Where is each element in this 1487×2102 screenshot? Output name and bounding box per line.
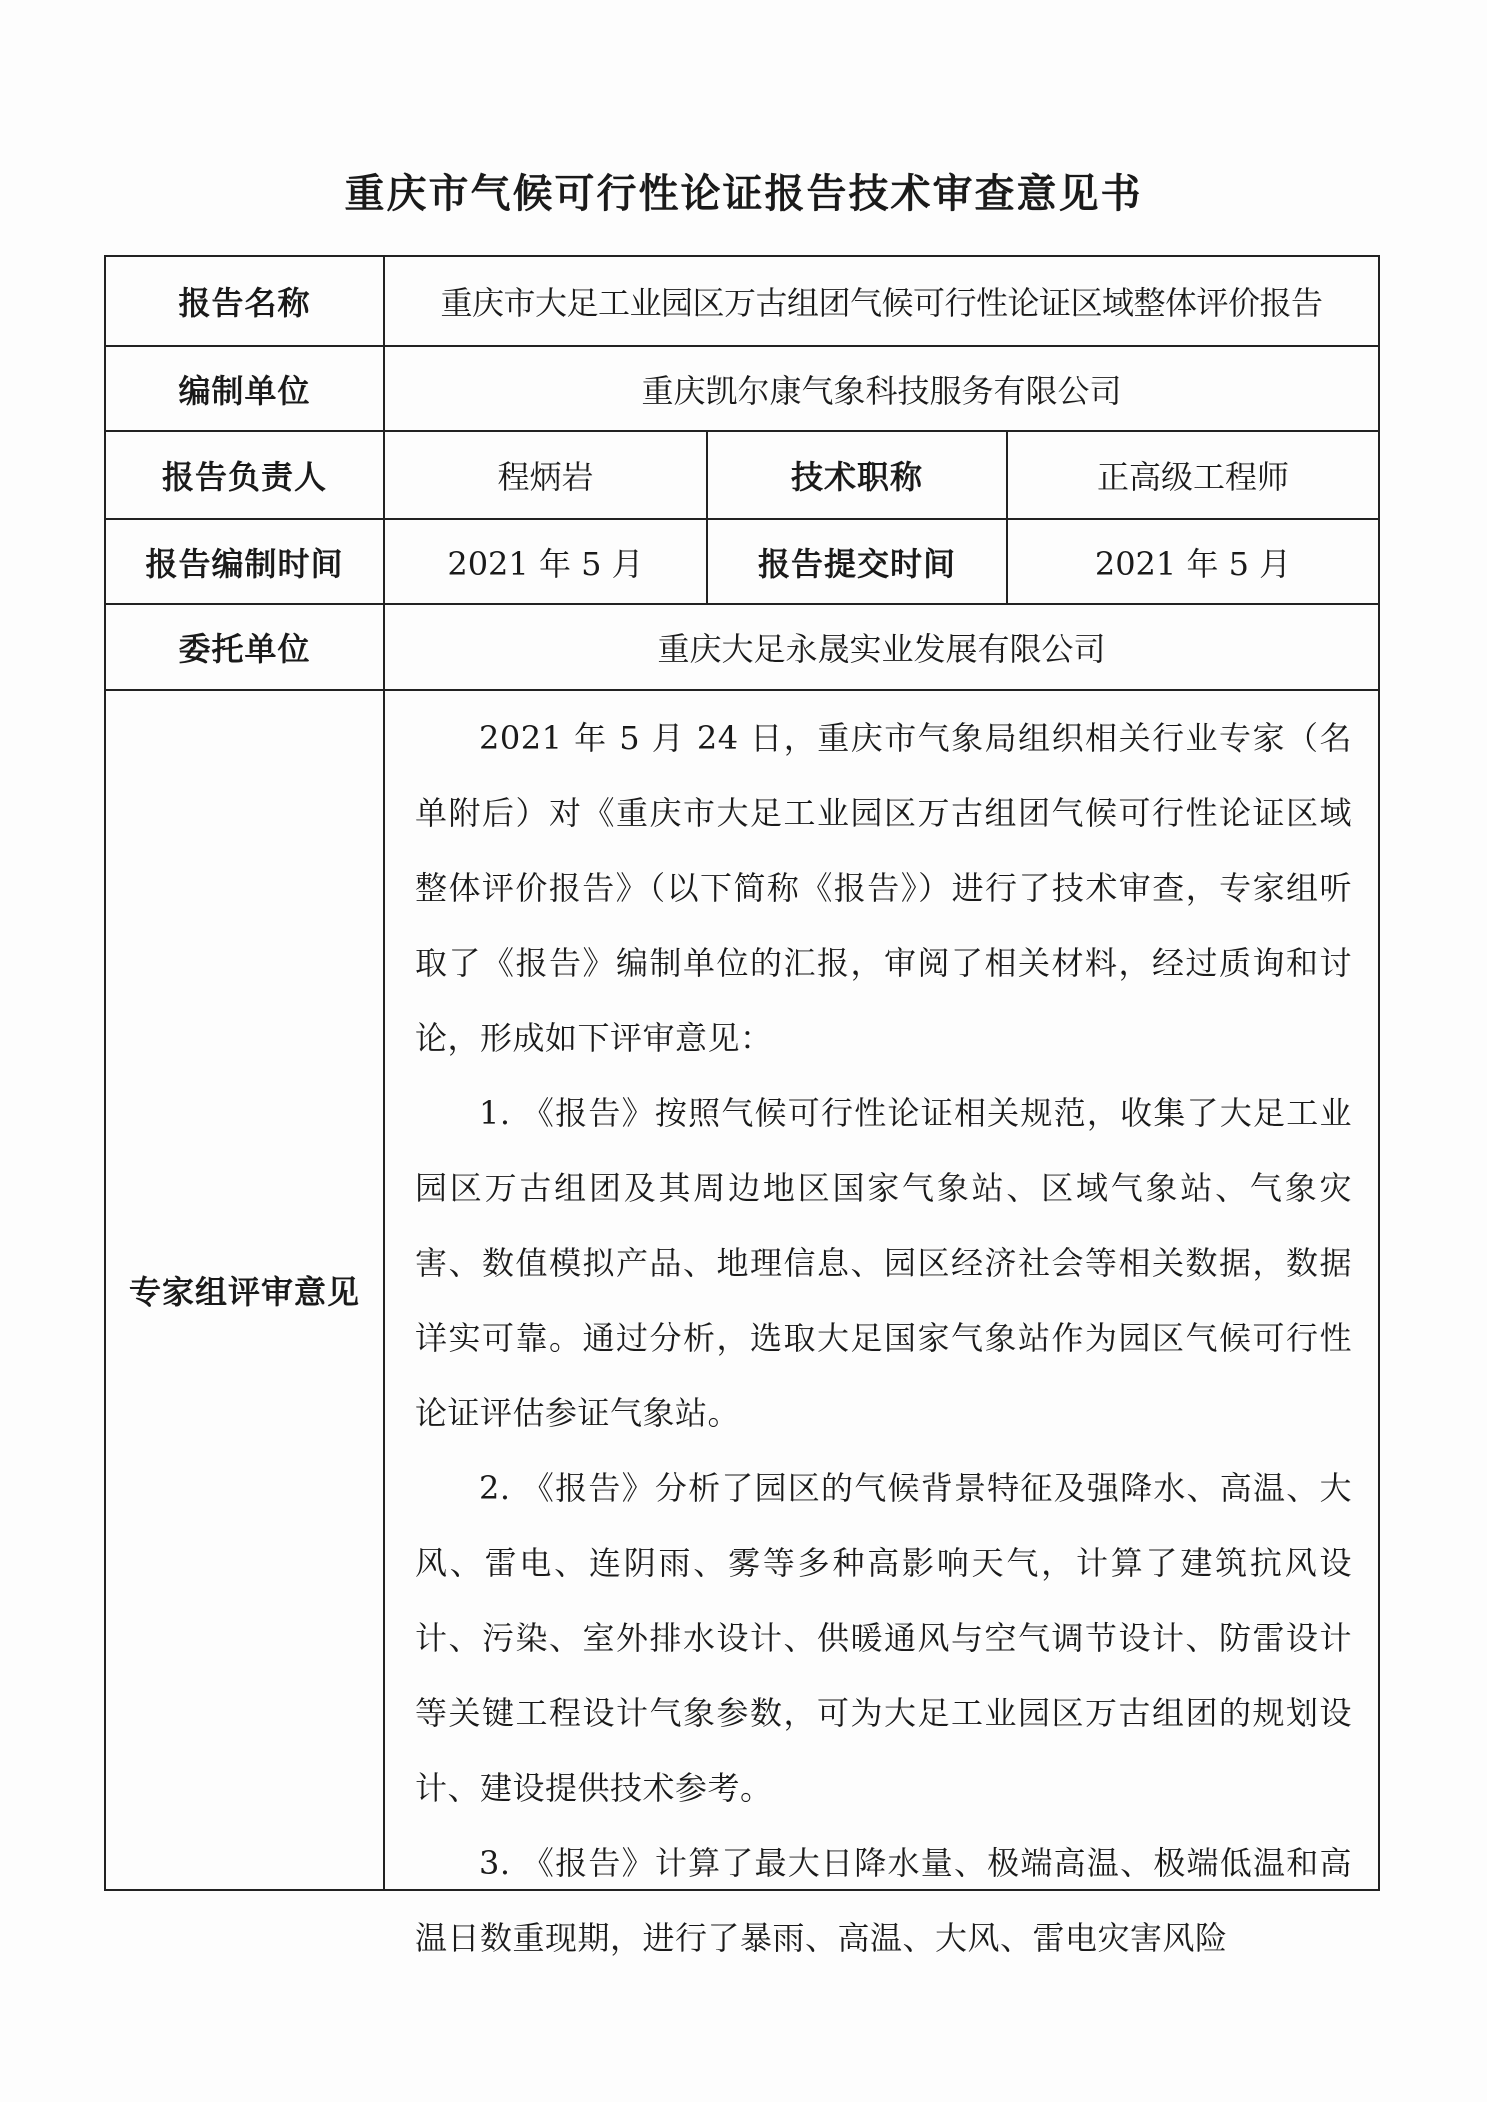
row-compiling-unit <box>105 346 1379 431</box>
page-title: 重庆市气候可行性论证报告技术审查意见书 <box>344 171 1143 217</box>
report-lead-label: 报告负责人 <box>105 431 384 519</box>
opinion-paragraph: 1. 《报告》按照气候可行性论证相关规范，收集了大足工业园区万古组团及其周边地区国家气象站、区域气象站、气象灾害、数值模拟产品、地理信息、园区经济社会等相关数据，数据详实可靠。通过分析，选取大足国家气象站作为园区气候可行性论证评估参证气象站。 <box>415 1094 1352 1432</box>
technical-title-value: 正高级工程师 <box>1007 431 1379 519</box>
expert-opinion-label: 专家组评审意见 <box>105 690 384 1890</box>
submit-time-value: 2021 年 5 月 <box>1007 519 1379 604</box>
compile-time-label: 报告编制时间 <box>105 519 384 604</box>
row-report-name <box>105 256 1379 346</box>
row-expert-opinion <box>105 690 1379 1890</box>
row-entrusting-unit <box>105 604 1379 690</box>
compile-time-value: 2021 年 5 月 <box>384 519 707 604</box>
report-lead-value: 程炳岩 <box>384 431 707 519</box>
opinion-paragraph: 2021 年 5 月 24 日，重庆市气象局组织相关行业专家（名单附后）对《重庆市大足工业园区万古组团气候可行性论证区域整体评价报告》（以下简称《报告》）进行了技术审查，专家组听取了《报告》编制单位的汇报，审阅了相关材料，经过质询和讨论，形成如下评审意见： <box>415 719 1352 1057</box>
expert-opinion-body <box>384 690 1379 1957</box>
row-report-lead <box>105 431 1379 519</box>
opinion-paragraph: 2. 《报告》分析了园区的气候背景特征及强降水、高温、大风、雷电、连阴雨、雾等多种高影响天气，计算了建筑抗风设计、污染、室外排水设计、供暖通风与空气调节设计、防雷设计等关键工程设计气象参数，可为大足工业园区万古组团的规划设计、建设提供技术参考。 <box>415 1469 1352 1807</box>
report-name-value: 重庆市大足工业园区万古组团气候可行性论证区域整体评价报告 <box>384 256 1379 346</box>
review-table <box>104 255 1380 1957</box>
row-times <box>105 519 1379 604</box>
technical-title-label: 技术职称 <box>707 431 1007 519</box>
compiling-unit-label: 编制单位 <box>105 346 384 431</box>
submit-time-label: 报告提交时间 <box>707 519 1007 604</box>
compiling-unit-value: 重庆凯尔康气象科技服务有限公司 <box>384 346 1379 431</box>
entrusting-unit-label: 委托单位 <box>105 604 384 690</box>
entrusting-unit-value: 重庆大足永晟实业发展有限公司 <box>384 604 1379 690</box>
opinion-paragraph: 3. 《报告》计算了最大日降水量、极端高温、极端低温和高温日数重现期，进行了暴雨、高温、大风、雷电灾害风险 <box>415 1844 1352 1957</box>
report-name-label: 报告名称 <box>105 256 384 346</box>
